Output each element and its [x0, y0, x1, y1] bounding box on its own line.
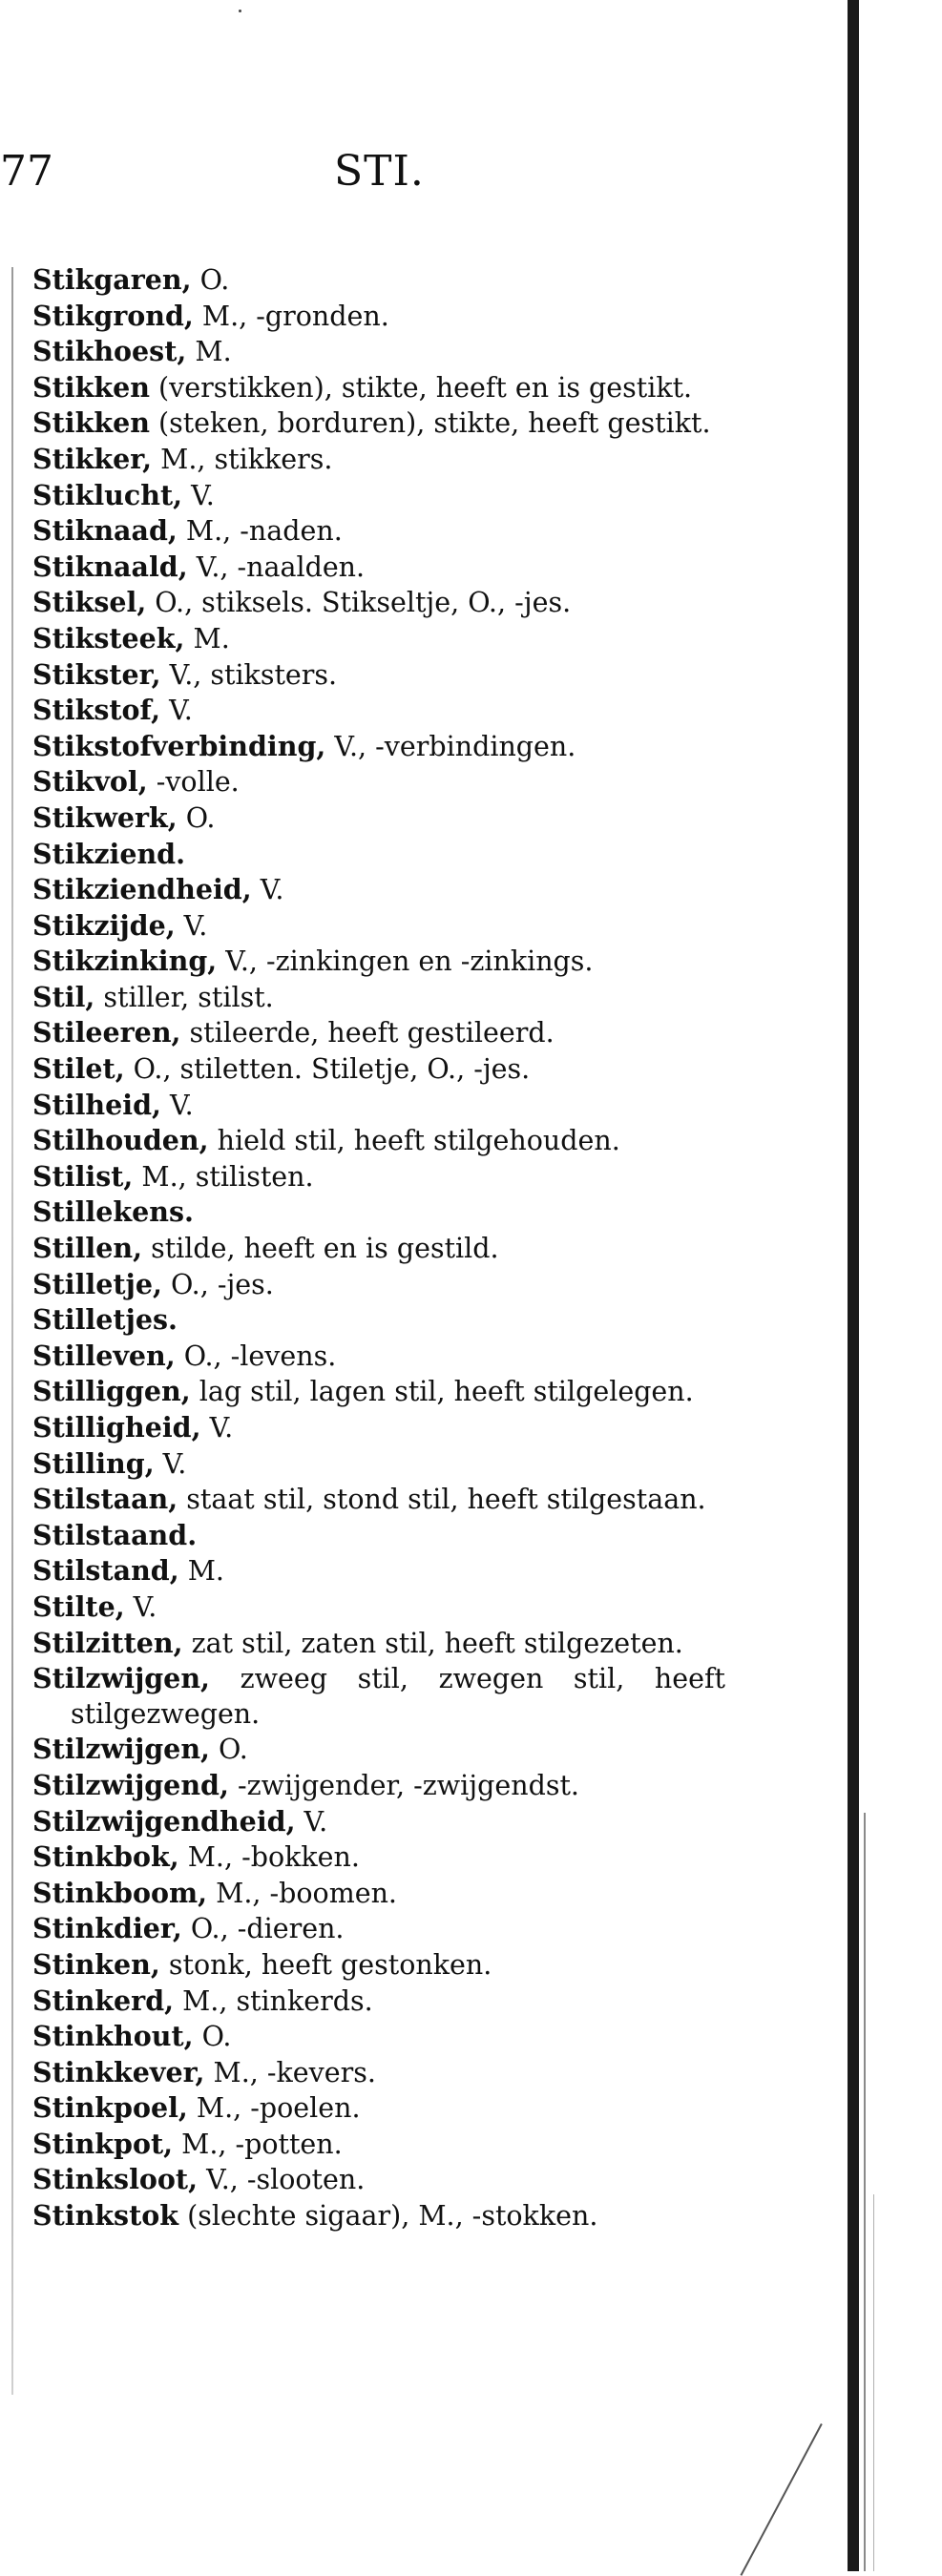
dictionary-entry — [32, 1302, 725, 1339]
entry-definition: V. — [175, 909, 208, 942]
entry-definition: V. — [200, 1412, 234, 1444]
entry-definition: M. — [186, 336, 232, 368]
entry-headword: Stinkerd, — [32, 1984, 175, 2017]
entry-definition: O., -levens. — [175, 1340, 337, 1372]
entry-headword: Stilstaan, — [32, 1483, 178, 1516]
entry-definition: -zwijgender, -zwijgendst. — [228, 1769, 579, 1801]
dictionary-entry — [32, 585, 725, 621]
entry-headword: Stiksteek, — [32, 621, 185, 654]
entry-definition: zat stil, zaten stil, heeft stilgezeten. — [182, 1627, 683, 1659]
dictionary-entry — [32, 837, 725, 873]
entry-definition: M., stinkerds. — [174, 1984, 373, 2017]
entry-definition: M., -kevers. — [204, 2056, 376, 2088]
entry-definition: O. — [209, 1734, 248, 1766]
entry-definition: V. — [251, 874, 284, 906]
entry-headword: Stinkpoel, — [32, 2091, 188, 2125]
entry-headword: Stilzitten, — [32, 1626, 183, 1659]
entry-headword: Stikstof, — [32, 694, 161, 727]
entry-headword: Stilte, — [32, 1589, 125, 1623]
entry-headword: Stilet, — [32, 1052, 125, 1086]
dictionary-entry — [32, 1876, 725, 1912]
entry-definition: O. — [177, 801, 216, 834]
dictionary-entry — [32, 478, 725, 514]
dictionary-entry — [32, 405, 725, 442]
entry-definition: stonk, heeft gestonken. — [159, 1948, 492, 1981]
entry-headword: Stillekens. — [32, 1195, 194, 1229]
dictionary-entry — [32, 1984, 725, 2020]
entry-definition: O., -jes. — [161, 1268, 274, 1300]
entry-definition: stiller, stilst. — [94, 981, 274, 1013]
entry-definition: V., stiksters. — [160, 658, 338, 691]
entry-definition: M. — [178, 1555, 224, 1588]
dictionary-entry — [32, 944, 725, 980]
entry-headword: Stilist, — [32, 1159, 134, 1193]
entry-definition: O. — [191, 264, 230, 296]
entry-headword: Stilhouden, — [32, 1124, 209, 1157]
entry-headword: Stilheid, — [32, 1088, 161, 1121]
dictionary-entry — [32, 1804, 725, 1840]
entry-definition: V. — [160, 695, 193, 727]
entry-headword: Stinkdier, — [32, 1912, 182, 1945]
entry-headword: Stilstand, — [32, 1554, 179, 1588]
dictionary-entry — [32, 513, 725, 550]
entry-headword: Stikgrond, — [32, 299, 194, 332]
entry-definition: V., -zinkingen en -zinkings. — [217, 945, 594, 978]
entry-headword: Stikziendheid, — [32, 873, 252, 906]
dictionary-entry — [32, 1051, 725, 1088]
entry-headword: Stilliggen, — [32, 1375, 191, 1408]
entry-headword: Stil, — [32, 980, 95, 1013]
entry-definition: (slechte sigaar), M., -stokken. — [178, 2200, 598, 2233]
entry-headword: Stiknaad, — [32, 514, 178, 548]
dictionary-entry — [32, 442, 725, 478]
entry-headword: Stilleven, — [32, 1339, 176, 1372]
dictionary-entry — [32, 1088, 725, 1124]
entry-headword: Stinken, — [32, 1947, 160, 1981]
dictionary-entry — [32, 621, 725, 657]
dictionary-entry — [32, 1339, 725, 1375]
dictionary-entry — [32, 729, 725, 765]
entry-definition: V. — [295, 1805, 328, 1838]
entry-definition: O., stiletten. Stiletje, O., -jes. — [124, 1053, 531, 1086]
entry-headword: Stikgaren, — [32, 263, 192, 296]
entry-headword: Stikker, — [32, 442, 153, 475]
entry-headword: Stikken — [32, 370, 150, 404]
page-header — [0, 143, 859, 200]
entry-definition: zweeg stil, zwegen stil, heeft stilgezwegen. — [71, 1663, 725, 1730]
dictionary-entry — [32, 980, 725, 1016]
entry-definition: M., -boomen. — [207, 1877, 397, 1909]
dictionary-entry — [32, 1589, 725, 1626]
dictionary-entry — [32, 299, 725, 335]
entry-definition: O. — [193, 2021, 232, 2053]
dictionary-entry — [32, 1553, 725, 1589]
dictionary-entry — [32, 800, 725, 837]
dictionary-entry — [32, 1195, 725, 1231]
running-head: STI. — [334, 147, 425, 196]
entry-headword: Stileeren, — [32, 1016, 181, 1049]
dictionary-entry — [32, 1374, 725, 1410]
entry-definition: staat stil, stond stil, heeft stilgestaan. — [178, 1484, 706, 1516]
entry-definition: V. — [154, 1447, 187, 1480]
entry-definition: V. — [124, 1590, 157, 1623]
entry-headword: Stilzwijgend, — [32, 1768, 229, 1801]
entry-headword: Stikster, — [32, 657, 161, 691]
entry-definition: V., -naalden. — [187, 551, 366, 583]
dictionary-entry — [32, 1947, 725, 1984]
dictionary-entry — [32, 1768, 725, 1804]
entry-headword: Stinkbok, — [32, 1840, 179, 1874]
entry-headword: Stikzinking, — [32, 945, 218, 978]
entry-headword: Stinkpot, — [32, 2127, 174, 2160]
entry-headword: Stiklucht, — [32, 478, 183, 511]
binding-gutter — [848, 0, 859, 2571]
dictionary-entry — [32, 1267, 725, 1303]
dictionary-entry — [32, 1482, 725, 1518]
entry-headword: Stinkkever, — [32, 2055, 205, 2088]
entry-headword: Stilzwijgendheid, — [32, 1804, 296, 1838]
dictionary-entry — [32, 550, 725, 586]
dictionary-entry — [32, 1911, 725, 1947]
column-rule — [11, 267, 13, 2395]
dictionary-entry — [32, 1015, 725, 1051]
gutter-line — [864, 1813, 866, 2571]
dictionary-entry — [32, 2162, 725, 2198]
dictionary-entry — [32, 2055, 725, 2091]
dictionary-entry — [32, 370, 725, 406]
entry-definition: lag stil, lagen stil, heeft stilgelegen. — [190, 1376, 694, 1408]
dictionary-entry — [32, 2198, 725, 2234]
dictionary-entry — [32, 657, 725, 694]
dictionary-entry — [32, 693, 725, 729]
dictionary-entry — [32, 1159, 725, 1195]
dictionary-entry — [32, 908, 725, 945]
dictionary-entry — [32, 1410, 725, 1446]
entry-definition: (verstikken), stikte, heeft en is gestikt. — [149, 371, 693, 404]
entry-definition: hield stil, heeft stilgehouden. — [208, 1125, 620, 1157]
entry-headword: Stinksloot, — [32, 2163, 199, 2196]
entry-headword: Stinkhout, — [32, 2020, 194, 2053]
entry-headword: Stilletjes. — [32, 1303, 178, 1337]
dictionary-entry — [32, 2019, 725, 2055]
entry-definition: stilde, heeft en is gestild. — [142, 1233, 499, 1265]
entry-headword: Stilzwijgen, — [32, 1733, 210, 1766]
entry-headword: Stinkstok — [32, 2199, 179, 2233]
gutter-line-secondary — [873, 2194, 874, 2571]
dictionary-entry — [32, 1661, 725, 1732]
dictionary-entry — [32, 1839, 725, 1876]
entry-headword: Stiksel, — [32, 586, 147, 619]
entry-list — [32, 262, 725, 2234]
entry-definition: O., -dieren. — [181, 1913, 345, 1945]
dictionary-entry — [32, 2127, 725, 2163]
entry-definition: M., -naden. — [177, 515, 343, 548]
dictionary-entry — [32, 764, 725, 800]
dictionary-entry — [32, 262, 725, 299]
entry-definition: M. — [184, 622, 230, 654]
entry-definition: O., stiksels. Stikseltje, O., -jes. — [146, 587, 572, 619]
entry-headword: Stilzwijgen, — [32, 1662, 210, 1695]
entry-definition: stileerde, heeft gestileerd. — [180, 1017, 555, 1049]
entry-definition: M., stikkers. — [152, 443, 333, 475]
dictionary-entry — [32, 1231, 725, 1267]
dictionary-entry — [32, 334, 725, 370]
dictionary-entry — [32, 1446, 725, 1483]
dictionary-entry — [32, 872, 725, 908]
entry-headword: Stikzijde, — [32, 908, 176, 942]
entry-definition: M., -bokken. — [178, 1841, 360, 1874]
dictionary-entry — [32, 1732, 725, 1768]
entry-definition: M., stilisten. — [133, 1160, 314, 1193]
dictionary-entry — [32, 2090, 725, 2127]
entry-definition: (steken, borduren), stikte, heeft gestikt. — [149, 407, 711, 440]
page-number: 77 — [0, 147, 53, 196]
entry-headword: Stikwerk, — [32, 800, 178, 834]
entry-headword: Stillen, — [32, 1232, 143, 1265]
entry-headword: Stiknaald, — [32, 550, 188, 583]
entry-definition: M., -potten. — [173, 2128, 343, 2160]
dictionary-entry — [32, 1518, 725, 1554]
entry-headword: Stilling, — [32, 1446, 155, 1480]
entry-definition: V., -slooten. — [198, 2164, 366, 2196]
ink-speck — [239, 10, 241, 12]
entry-headword: Stilstaand. — [32, 1518, 198, 1551]
entry-headword: Stilletje, — [32, 1267, 162, 1300]
entry-headword: Stikhoest, — [32, 335, 187, 368]
entry-headword: Stikken — [32, 406, 150, 440]
entry-headword: Stikvol, — [32, 765, 148, 799]
dictionary-entry — [32, 1626, 725, 1662]
page-crease — [740, 2423, 822, 2576]
dictionary-entry — [32, 1123, 725, 1159]
entry-definition: M., -poelen. — [187, 2092, 361, 2125]
entry-definition: V. — [182, 479, 215, 511]
entry-headword: Stikstofverbinding, — [32, 729, 326, 762]
entry-definition: V., -verbindingen. — [325, 730, 576, 762]
entry-definition: M., -gronden. — [193, 300, 389, 332]
entry-definition: -volle. — [147, 766, 240, 799]
entry-headword: Stilligheid, — [32, 1411, 201, 1444]
entry-headword: Stikziend. — [32, 837, 186, 870]
entry-headword: Stinkboom, — [32, 1876, 208, 1909]
entry-definition: V. — [160, 1089, 194, 1121]
